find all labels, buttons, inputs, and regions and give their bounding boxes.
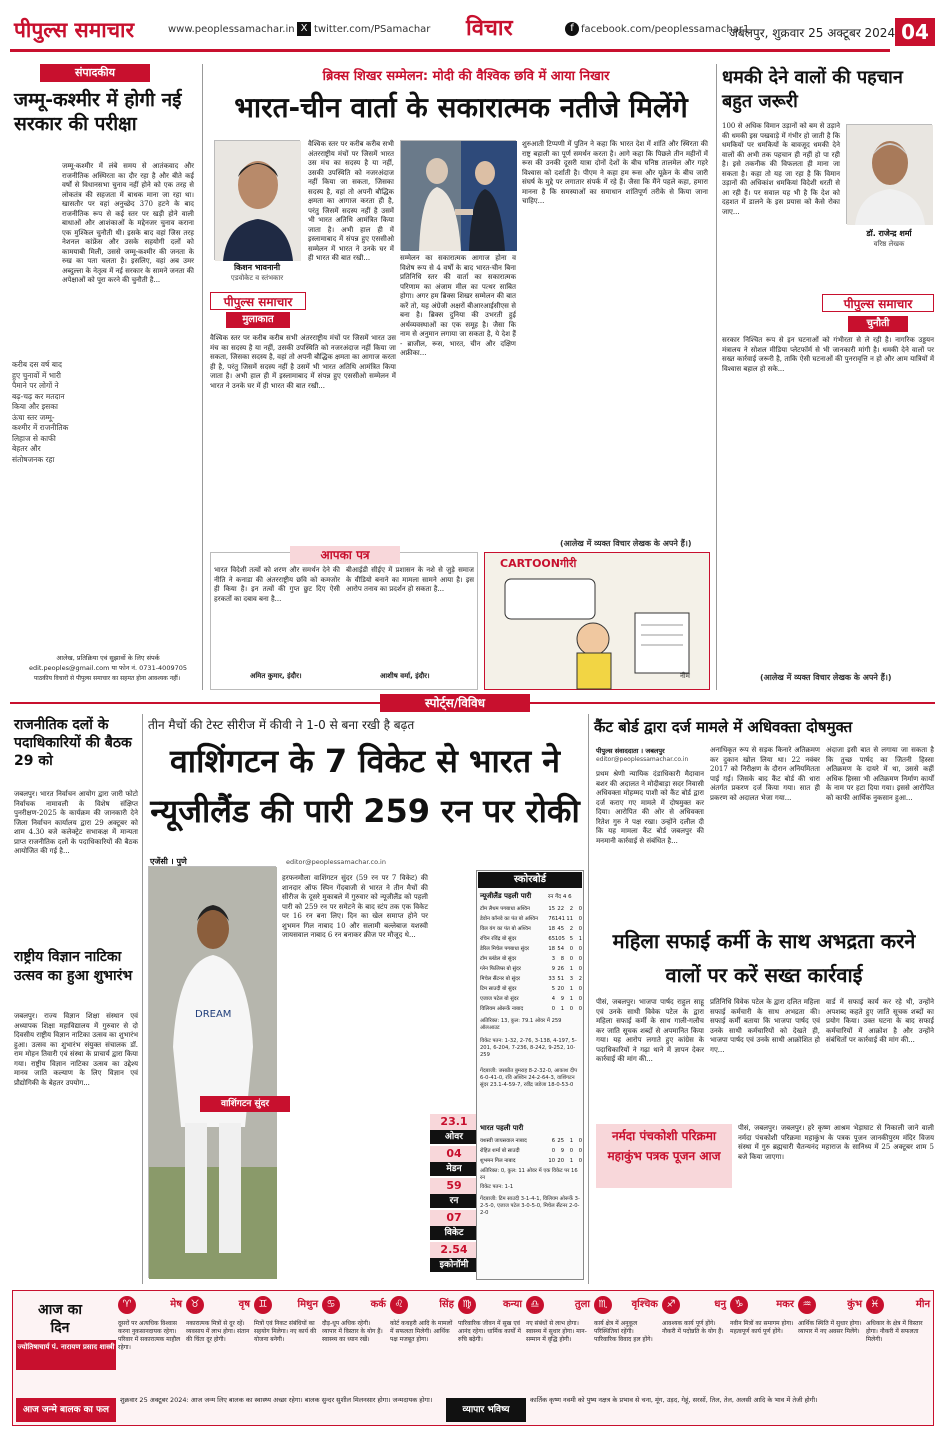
batsman-stat: 54 [557,946,564,952]
batsman-stat: 1 [569,1158,573,1164]
editorial-tag: संपादकीय [40,64,150,82]
batsman-stat: 0 [578,926,582,932]
narmada-body: पीसं, जबलपुर। जबलपुर। हरे कृष्ण आश्रम भेड़ाघाट से निकाली जाने वाली नर्मदा पंचकोशी परिक्रमा महाकुंभ के पत्रक पूजन जानकीपुरम मंदिर विजय संस्था में गुरु ब्रह्मचारी चैतन्यनंद महाराज के सानिध्य में 25 अक्टूबर शाम 5 बजे किया जाएगा। [738,1124,934,1161]
batsman-stat: 9 [560,996,564,1002]
batsman-name: रचिन रविंद्र बो सुंदर [480,936,517,942]
batsman-stat: 0 [578,1006,582,1012]
modi-putin-photo [400,140,516,250]
sports-divider-left [142,714,143,1284]
batsman-stat: 0 [578,1158,582,1164]
zodiac-icon: ♉ [186,1296,204,1314]
stat-overs-value: 23.1 [430,1114,478,1130]
batsman-stat: 0 [578,1138,582,1144]
author-title: एडवोकेट व स्तंभकार [230,274,284,282]
batsman-stat: 0 [578,956,582,962]
scoreboard-row [480,944,582,954]
zodiac-icon: ♏ [594,1296,612,1314]
stat-economy-value: 2.54 [430,1242,478,1258]
right-brand-sub: चुनौती [848,316,908,332]
batsman-stat: 1 [560,1006,564,1012]
author-name: किशन भावनानी [233,263,281,272]
right-author-name: डॉ. राजेन्द्र शर्मा [866,229,912,238]
batsman-stat: 0 [578,946,582,952]
section-title: विचार [466,16,513,41]
batsman-name: विल यंग का पंत बो अश्विन [480,926,531,932]
scoreboard-row [480,904,582,914]
batsman-stat: 11 [566,916,573,922]
zodiac-sign-name: सिंह [439,1299,454,1310]
scoreboard-row [480,984,582,994]
batsman-stat: 0 [578,906,582,912]
batsman-stat: 105 [555,936,565,942]
interview-col1: वैश्विक स्तर पर करीब करीब सभी अंतरराष्ट्रीय मंचों पर जिसमें भारत उस मंच का सदस्य है या नहीं, उसकी उपस्थिति को नजरअंदाज नहीं किया जा सकता, जिसका सदस्य है, वहां तो अपनी बौद्धिक क्षमता का आगाज करता ही है, परंतु जिसमें सदस्य नहीं है उसमें भी भारत अतिथि आमंत्रित किया जाता है। अभी हाल ही में इस्लामाबाद में संपन्न हुए एससीओ सम्मेलन में भारत ने उनके घर में ही भारत की बात रखी... [210,334,396,390]
player-stats [430,1114,478,1284]
batsman-stat: 9 [551,966,555,972]
interview-kicker: ब्रिक्स शिखर सम्मेलन: मोदी की वैश्विक छवि में आया निखार [322,69,610,84]
batsman-stat: 33 [548,976,555,982]
sweeper-headline: महिला सफाई कर्मी के साथ अभद्रता करने वालों पर करें सख्त कार्रवाई [612,929,916,987]
letter-1: भारत विदेशी तत्वों को शरण और समर्थन देने की नीति ने कनाडा की अंतरराष्ट्रीय छवि को कमजोर ही किया है। इन तत्वों की गुप्त छुट दिए ऐसी हरकतों का दबाव बना है... [214,566,340,603]
zodiac-icon: ♓ [866,1296,884,1314]
cartoon-panel [484,552,710,690]
scoreboard-cols [548,892,584,902]
batsman-name: टॉम ब्लंडेल बो सुंदर [480,956,517,962]
scoreboard-title: स्कोरबोर्ड [478,872,582,888]
batsman-stat: 2 [569,906,573,912]
market-text: कार्तिक कृष्ण नवमी को पुष्य नक्षत्र के प्रभाव से चना, मूंग, उड़द, गेहूं, सरसों, तिल, तेल, अलसी आदि के भाव में तेजी होगी। [530,1396,818,1404]
zodiac-prediction: कार्य क्षेत्र में अनुकूल परिस्थितियां रहेंगी। पारिवारिक विवाद हल होंगे। [594,1320,653,1343]
batsman-stat: 26 [557,966,564,972]
market-label: व्यापार भविष्य [446,1398,526,1422]
sweeper-col3: वार्ड में सफाई कार्य कर रहे थी, उन्होंने अपशब्द कहते हुए जाति सूचक शब्दों का प्रयोग किया। उक्त घटना के बाद सफाई कर्मचारियों में आक्रोश है और उन्होंने संबंधितों पर कार्रवाई की मांग की... [826,998,934,1044]
batsman-stat: 3 [569,976,573,982]
zodiac-icon: ♎ [526,1296,544,1314]
batsman-stat: 4 [551,996,555,1002]
batsman-stat: 65 [548,936,555,942]
right-author-photo [846,124,932,224]
zodiac-prediction: कोर्ट कचहरी आदि के मामलों में सफलता मिलेगी। आर्थिक पक्ष मजबूत होगा। [390,1320,453,1343]
batsman-stat: 0 [569,946,573,952]
zodiac-prediction: आवश्यक कार्य पूर्ण होंगे। नौकरी में पदोन्नति के योग हैं। [662,1320,724,1335]
zodiac-sign-name: मकर [776,1299,794,1310]
interview-brand-sub: मुलाकात [226,312,290,328]
scoreboard-row [480,964,582,974]
batsman-stat: 0 [578,916,582,922]
batsman-stat: 45 [557,926,564,932]
sweeper-col1: पीसं, जबलपुर। भाजपा पार्षद राहुल साहू एवं उनके साथी विवेक पटेल के द्वारा महिला सफाई कर्मी के साथ गाली-गलौच कर जाति सूचक शब्दों से अपमानित किया गया। यह आरोप लगाते हुए कांग्रेस के पदाधिकारियों ने गढ़ा थाने में ज्ञापन देकर कार्रवाई की मांग की... [596,998,704,1063]
zodiac-sign-name: मेष [170,1299,182,1310]
zodiac-sign-name: वृश्चिक [631,1299,658,1310]
zodiac-prediction: पारिवारिक जीवन में सुख एवं आनंद रहेगा। धार्मिक कार्यों में रुचि बढ़ेगी। [458,1320,521,1343]
stat-overs-label: ओवर [430,1130,478,1144]
editorial-footer-email: edit.peoples@gmail.com या फोन नं. 0731-4009705 [29,664,187,672]
zodiac-icon: ♌ [390,1296,408,1314]
batsman-name: शुभमन गिल नाबाद [480,1158,516,1164]
batsman-stat: 9 [560,1148,564,1154]
player-photo [148,866,276,1278]
batsman-name: डेवोन कॉनवे का पंत बो अश्विन [480,916,539,922]
court-col1: प्रथम श्रेणी न्यायिक दंडाधिकारी मैदावान बशर की अदालत ने मोदीबाड़ा सदर निवासी अधिवक्ता मोहम्मद पाशी को कैंट बोर्ड द्वारा दर्ज कराए गए मामले में दोषमुक्त कर दिया। आरोपित की ओर से अधिवक्ता रितेश गुरु ने पक्ष रखा। उन्होंने दलील दी कि यह मामला कैंट बोर्ड जबलपुर की मनमानी कार्रवाई से संबंधित है... [596,770,704,845]
right-continuation: (आलेख में व्यक्त विचार लेखक के अपने हैं।) [760,673,892,682]
editorial-disclaimer: पाठकीय विचारों से पीपुल्स समाचार का सहमत होना आवश्यक नहीं। [33,675,181,682]
cartoon-signature: नीम [680,672,690,680]
letter-2: बीआईडी सीईए में प्रशासन के नशे से जुड़े समाज के वीडियो बनाने का मामला सामने आया है। इस आरोप तनाव का प्रदर्शन हो सकता है... [346,566,474,593]
author-photo [214,140,300,260]
scoreboard-row [480,1004,582,1014]
zodiac-prediction: आर्थिक स्थिति में सुधार होगा। व्यापार में नए अवसर मिलेंगे। [798,1320,862,1335]
narmada-headline: नर्मदा पंचकोशी परिक्रमा महाकुंभ पत्रक पूजन आज [596,1124,732,1188]
left-body-1: जबलपुर। भारत निर्वाचन आयोग द्वारा जारी फोटो निर्वाचक नामावली के विशेष संक्षिप्त पुनरीक्षण-2025 के कार्यक्रम की जानकारी देने जिला निर्वाचन कार्यालय द्वारा 29 अक्टूबर को शाम 4.30 बजे कलेक्ट्रेट सभाकक्ष में मान्यता प्राप्त राजनीतिक दलों के पदाधिकारियों की बैठक आयोजित की गई है... [14,790,138,855]
batsman-stat: 0 [551,1148,555,1154]
zodiac-sign-name: कन्या [502,1299,522,1310]
batsman-name: टिम साउदी बो सुंदर [480,986,517,992]
zodiac-icon: ♈ [118,1296,136,1314]
court-headline: कैंट बोर्ड द्वारा दर्ज मामले में अधिवक्ता दोषमुक्त [594,718,853,736]
sports-headline: वाशिंगटन के 7 विकेट से भारत ने न्यूजीलैंड की पारी 259 रन पर रोकी [150,742,580,830]
sports-section-label: स्पोर्ट्स/विविध [380,694,530,712]
masthead-rule [10,49,890,52]
zodiac-sign-name: धनु [714,1299,726,1310]
scoreboard-nz-rows [480,904,582,1016]
editorial-body: जम्मू-कश्मीर में लंबे समय से आतंकवाद और राजनीतिक अस्थिरता का दौर रहा है और बीते कई वर्षों से विधानसभा चुनाव नहीं होने को एक तरह से लोकतंत्र की सहजता में बाधक माना जा रहा था। खासतौर पर वहां अनुच्छेद 370 हटने के बाद राजनीतिक रूप से कई स्तर पर खड़ी होने वाली बाधाओं और आशंकाओं के मद्देनजर चुनाव कराना एक मुश्किल चुनौती थी। इसके बाद वहां जिस तरह नेशनल कांफ्रेंस और उसके सहयोगी दलों को कामयाबी मिली, उससे जम्मू-कश्मीर की जनता के रुख का पता चलता है। इसलिए, वहां अब उमर अब्दुल्ला के नेतृत्व में नई सरकार के सामने जनता की अपेक्षाओं को पूरा करने की चुनौती है... [62,162,194,284]
zodiac-icon: ♊ [254,1296,272,1314]
batsman-name: मिचेल सैंटनर बो सुंदर [480,976,521,982]
scoreboard-innings-nz: न्यूजीलैंड पहली पारी [480,892,532,900]
scoreboard-bowling: गेंदबाजी: जसप्रीत बुमराह 8-2-32-0, आकाश दीप 6-0-41-0, रवि अश्विन 24-2-64-3, वाशिंगटन सुंदर 23.1-4-59-7, रवींद्र जडेजा 18-0-53-0 [480,1068,578,1088]
sports-agency: एजेंसी । पुणे [150,857,187,866]
brand-logo: पीपुल्स समाचार [14,18,135,42]
right-author-title: वरिष्ठ लेखक [873,240,905,248]
interview-continuation: (आलेख में व्यक्त विचार लेखक के अपने हैं।) [560,539,692,548]
batsman-name: डेरिल मिचेल पगबाधा सुंदर [480,946,530,952]
batsman-name: यशस्वी जायसवाल नाबाद [480,1138,527,1144]
page-number: 04 [895,18,935,46]
batsman-stat: 0 [578,986,582,992]
zodiac-icon: ♑ [730,1296,748,1314]
court-col3: अंदाजा इसी बात से लगाया जा सकता है कि तुच्छ पार्षद का जितनी हिस्सा अतिक्रमण के दायरे में था, उससे कहीं अधिक हिस्सा भी अतिक्रमण निर्माण कार्यों के नाम पर हटा दिया गया। इससे आरोपित को काफी आर्थिक नुकसान हुआ... [826,746,934,802]
batsman-stat: 141 [555,916,565,922]
twitter-icon: X [297,22,311,36]
interview-headline: भारत-चीन वार्ता के सकारात्मक नतीजे मिलेंगे [234,91,688,124]
horoscope-title-bottom: दिन [50,1320,70,1336]
editorial-headline: जम्मू-कश्मीर में होगी नई सरकार की परीक्षा [14,89,182,135]
facebook-link[interactable]: facebook.com/peoplessamachar1 [581,24,750,35]
right-brand: पीपुल्स समाचार [822,294,934,312]
zodiac-sign-name: तुला [574,1299,590,1310]
scoreboard-row [480,1156,582,1166]
scoreboard-row [480,994,582,1004]
scoreboard-ind-rows [480,1136,582,1168]
right-headline: धमकी देने वालों की पहचान बहुत जरूरी [722,67,903,112]
zodiac-prediction: मित्रों एवं निकट संबंधियों का सहयोग मिलेगा। नए कार्य की योजना बनेगी। [254,1320,317,1343]
left-body-2: जबलपुर। राज्य विज्ञान शिक्षा संस्थान एवं अध्यापक शिक्षा महाविद्यालय में गुरुवार से दो दिवसीय राष्ट्रीय विज्ञान नाटिका उत्सव का शुभारंभ हुआ। उत्सव का शुभारंभ संयुक्त संचालक डॉ. राम मोहन तिवारी एवं संस्था के प्राचार्य द्वारा किया गया। राष्ट्रीय विज्ञान नाटिका उत्सव का उद्देश्य मानव जाति कल्याण के लिए विज्ञान एवं प्रौद्योगिकी के बेहतर उपयोग... [14,1012,138,1087]
scoreboard-row [480,1136,582,1146]
col-runs: रन [548,894,554,900]
batsman-stat: 0 [569,1148,573,1154]
birth-label: आज जन्मे बालक का फल [16,1398,116,1422]
batsman-stat: 22 [557,906,564,912]
zodiac-icon: ♋ [322,1296,340,1314]
scoreboard-fow: विकेट पतन: 1-32, 2-76, 3-138, 4-197, 5-201, 6-204, 7-236, 8-242, 9-252, 10-259 [480,1038,577,1058]
horoscope-title-top: आज का [38,1302,82,1318]
batsman-stat: 0 [578,966,582,972]
zodiac-sign-name: वृष [238,1299,250,1310]
batsman-stat: 76 [548,916,555,922]
column-divider [202,64,203,690]
zodiac-icon: ♍ [458,1296,476,1314]
batsman-stat: 5 [569,936,573,942]
scoreboard-innings-ind: भारत पहली पारी [480,1124,524,1132]
scoreboard-row [480,1146,582,1156]
right-body-bottom: सरकार निश्चित रूप से इन घटनाओं को गंभीरता से ले रही है। नागरिक उड्डयन मंत्रालय ने सोशल मीडिया प्लेटफॉर्म से भी जानकारी मांगी है। धमकी देने वालों पर सख्त कार्रवाई जरूरी है, ताकि ऐसी घटनाओं की पुनरावृत्ति न हो और आम यात्रियों में विश्वास बहाल हो सके... [722,336,934,373]
batsman-stat: 1 [569,996,573,1002]
zodiac-sign-name: मीन [915,1299,930,1310]
court-byline: पीपुल्स संवाददाता । जबलपुर [596,747,665,755]
scoreboard-row [480,954,582,964]
interview-col1-top: वैश्विक स्तर पर करीब करीब सभी अंतरराष्ट्रीय मंचों पर जिसमें भारत उस मंच का सदस्य है या नहीं, उसकी उपस्थिति को नजरअंदाज नहीं किया जा सकता, जिसका सदस्य है, वहां तो अपनी बौद्धिक क्षमता का आगाज करता ही है, परंतु जिसमें सदस्य नहीं है उसमें भी भारत अतिथि आमंत्रित किया जाता है। अभी हाल ही में इस्लामाबाद में संपन्न हुए एससीओ सम्मेलन में भारत ने उनके घर में ही भारत की बात रखी... [308,140,394,262]
letter-1-sign: अमित कुमार, इंदौर। [250,672,302,680]
batsman-stat: 10 [548,1158,555,1164]
zodiac-icon: ♐ [662,1296,680,1314]
scoreboard-extras: अतिरिक्त: 13, कुल: 79.1 ओवर में 259 ऑलआउट [480,1018,562,1031]
stat-runs-label: रन [430,1194,478,1208]
batsman-stat: 18 [548,926,555,932]
col-sixes: 6 [568,894,572,900]
sports-divider-right [588,714,589,1284]
batsman-stat: 0 [578,1148,582,1154]
batsman-stat: 1 [569,1138,573,1144]
batsman-stat: 2 [569,926,573,932]
batsman-stat: 15 [548,906,555,912]
website-link[interactable]: www.peoplessamachar.in [168,24,295,35]
zodiac-prediction: नकारात्मक मित्रों से दूर रहें। व्यवसाय में लाभ होगा। संतान की चिंता दूर होगी। [186,1320,250,1343]
left-headline-1: राजनीतिक दलों के पदाधिकारियों की बैठक 29 को [14,717,132,769]
sports-kicker: तीन मैचों की टेस्ट सीरीज में कीवी ने 1-0 से बना रखी है बढ़त [148,718,415,732]
sports-email: editor@peoplessamachar.co.in [286,858,386,866]
right-body-top: 100 से अधिक विमान उड़ानों को बम से उड़ाने की धमकी इस पखवाड़े में गंभीर हो जाती है कि धमकियों पर धमकियों के बावजूद धमकी देने वालों की अभी तक पहचान ही नहीं हो पा रही है। इसे तकनीक की विफलता ही माना जा सकता है। कहा तो यह जा रहा है कि विमान उड़ानों की अधिकांश धमकियां विदेशी धरती से आ रही हैं। पर सवाल यह भी है कि देश को दहशत में डालने के इस प्रयास को कैसे रोका जाए... [722,122,840,216]
batsman-stat: 20 [557,1158,564,1164]
batsman-stat: 0 [569,956,573,962]
svg-text:DREAM: DREAM [195,1009,232,1020]
batsman-stat: 2 [578,976,582,982]
birth-text: शुक्रवार 25 अक्टूबर 2024: आज जन्म लिए बालक का स्वास्थ्य अच्छा रहेगा। बालक सुन्दर सुशील मिलनसार होगा। जन्मदायक होगा। [120,1396,433,1404]
stat-economy-label: इकोनॉमी [430,1258,478,1272]
sports-body: हरफनमौला वाशिंगटन सुंदर (59 रन पर 7 विकेट) की शानदार ऑफ स्पिन गेंदबाजी से भारत ने तीन मैचों की सीरीज के दूसरे मुकाबले में गुरुवार को न्यूजीलैंड को पहली पारी को 259 रन पर समेटने के बाद स्टंप तक एक विकेट पर 16 रन बना लिए। दिन का खेल समाप्त होने पर शुभमन गिल नाबाद 10 और सलामी बल्लेबाज यशस्वी जायसवाल नाबाद 6 रन बनाकर क्रीज पर मौजूद थे... [282,874,428,939]
batsman-stat: 6 [551,1138,555,1144]
batsman-name: टॉम लैथम पगबाधा अश्विन [480,906,530,912]
astrologer-name: ज्योतिषाचार्य पं. नारायण प्रसाद शास्त्री [16,1340,116,1370]
batsman-stat: 3 [551,956,555,962]
batsman-stat: 0 [578,996,582,1002]
batsman-stat: 51 [557,976,564,982]
scoreboard-row [480,914,582,924]
court-col2: अनाधिकृत रूप से सड़क किनारे अतिक्रमण कर दुकान खोल लिया था। 22 नवंबर 2017 को निरीक्षण के दौरान अनियमितता पाई गई। जिसके बाद कैंट बोर्ड की धारा अंतर्गत प्रकरण दर्ज किया गया। सात ही प्रकरण को अदालत भेजा गया... [710,746,820,802]
zodiac-sign-name: मिथुन [297,1299,318,1310]
zodiac-prediction: नवीन मित्रों का समागम होगा। महत्वपूर्ण कार्य पूर्ण होंगे। [730,1320,794,1335]
left-headline-2: राष्ट्रीय विज्ञान नाटिका उत्सव का हुआ शुभारंभ [14,949,133,984]
interview-col3: शुरुआती टिप्पणी में पुतिन ने कहा कि भारत देश में शांति और स्थिरता की राष्ट्र बहाली का पूर्ण समर्थन करता है। आगे कहा कि पिछले तीन महीनों में रूस की उनकी दूसरी यात्रा दोनों देशों के बीच घनिष्ठ तालमेल और गहरे विश्वास को दर्शाती है। पीएम ने कहा हम रूस और यूक्रेन के बीच जारी संघर्ष के मुद्दे पर लगातार संपर्क में रहे हैं। जैसा कि मैंने पहले कहा, हमारा मानना है कि समस्याओं का समाधान शांतिपूर्ण तरीके से किया जाना चाहिए... [522,140,708,205]
batsman-name: एजाज पटेल बो सुंदर [480,996,519,1002]
batsman-stat: 8 [560,956,564,962]
stat-maidens-value: 04 [430,1146,478,1162]
zodiac-icon: ♒ [798,1296,816,1314]
letters-title: आपका पत्र [290,546,400,564]
zodiac-prediction: अधिकार के क्षेत्र में विस्तार होगा। नौकरी में सफलता मिलेगी। [866,1320,923,1343]
batsman-stat: 0 [551,1006,555,1012]
scoreboard-ind-bowling: गेंदबाजी: टिम साउदी 3-1-4-1, विलियम ओरूर्के 3-2-5-0, एजाज पटेल 3-0-5-0, मिचेल सैंटनर 2-0-2-0 [480,1196,580,1216]
scoreboard-ind-extras: अतिरिक्त: 0, कुल: 11 ओवर में एक विकेट पर 16 रन [480,1168,578,1181]
zodiac-sign-name: कर्क [370,1299,386,1310]
stat-runs-value: 59 [430,1178,478,1194]
court-email: editor@peoplessamachar.co.in [596,756,689,763]
sweeper-col2: प्रतिनिधि विवेक पटेल के द्वारा दलित महिला सफाई कर्मचारी के साथ अभद्रता की। सफाई कर्मी बताया कि भाजपा पार्षद एवं उनके साथी कर्मचारियों को देखते ही, भाजपा पार्षद एवं उनके साथी आक्रोशित हो गए... [710,998,820,1054]
horoscope-grid [118,1290,934,1390]
col-balls: गेंद [555,894,562,900]
stat-wickets-value: 07 [430,1210,478,1226]
zodiac-sign-name: कुंभ [847,1299,862,1310]
letter-2-sign: आशीष वर्मा, इंदौर। [380,672,430,680]
editorial-side-quote: करीब दस वर्ष बाद हुए चुनावों में भारी पैमाने पर लोगों ने बढ़-चढ़ कर मतदान किया और इसका ऊंचा स्तर जम्मू-कश्मीर में राजनीतिक लिहाज से काफी बेहतर और संतोषजनक रहा [12,360,69,464]
facebook-icon: f [565,22,579,36]
scoreboard-ind-fow: विकेट पतन: 1-1 [480,1184,514,1190]
player-label: वाशिंगटन सुंदर [200,1096,290,1112]
batsman-name: रोहित शर्मा बो साउदी [480,1148,520,1154]
editorial-footer-contact: आलेख, प्रतिक्रिया एवं सुझावों के लिए संपर्क [56,654,160,662]
column-divider-right [716,64,717,690]
twitter-link[interactable]: twitter.com/PSamachar [314,24,431,35]
zodiac-prediction: नए संबंधों से लाभ होगा। स्वास्थ्य में सुधार होगा। मान-सम्मान में वृद्धि होगी। [526,1320,587,1343]
scoreboard-row [480,934,582,944]
batsman-stat: 1 [569,966,573,972]
interview-brand: पीपुल्स समाचार [210,292,306,310]
batsman-stat: 0 [569,1006,573,1012]
batsman-stat: 25 [557,1138,564,1144]
batsman-stat: 18 [548,946,555,952]
zodiac-prediction: दूसरों पर अत्यधिक विश्वास करना नुकसानदायक रहेगा। परिवार में सकारात्मक माहौल रहेगा। [118,1320,181,1351]
batsman-name: विलियम ओरूर्के नाबाद [480,1006,524,1012]
cartoon-title: CARTOONगीरी [500,557,577,570]
scoreboard-row [480,924,582,934]
interview-col2: सम्मेलन का सकारात्मक आगाज होना व विशेष रूप से 4 वर्षों के बाद भारत-चीन बिना प्रतिनिधि स्तर की वार्ता का सकारात्मक परिणाम का अंजाम मील का पत्थर साबित होगा। अगर हम ब्रिक्स शिखर सम्मेलन की बात करें तो, यह अंग्रेजी अक्षरों बीआरआईसीएस से बना है। ब्रिक्स दुनिया की उभरती हुई अर्थव्यवस्थाओं का एक समूह है। जैसा कि नाम से अनुमान लगाया जा सकता है, ये देश हैं - ब्राजील, रूस, भारत, चीन और दक्षिण अफ्रीका... [400,254,516,357]
batsman-stat: 1 [578,936,582,942]
batsman-name: ग्लेन फिलिप्स बो सुंदर [480,966,521,972]
zodiac-prediction: दौड़-धूप अधिक रहेगी। व्यापार में विस्तार के योग हैं। स्वास्थ्य का ध्यान रखें। [322,1320,383,1343]
batsman-stat: 20 [557,986,564,992]
col-fours: 4 [562,894,567,900]
batsman-stat: 5 [551,986,555,992]
batsman-stat: 1 [569,986,573,992]
stat-maidens-label: मेडन [430,1162,478,1176]
dateline: जबलपुर, शुक्रवार 25 अक्टूबर 2024 [729,26,896,40]
scoreboard-row [480,974,582,984]
stat-wickets-label: विकेट [430,1226,478,1240]
